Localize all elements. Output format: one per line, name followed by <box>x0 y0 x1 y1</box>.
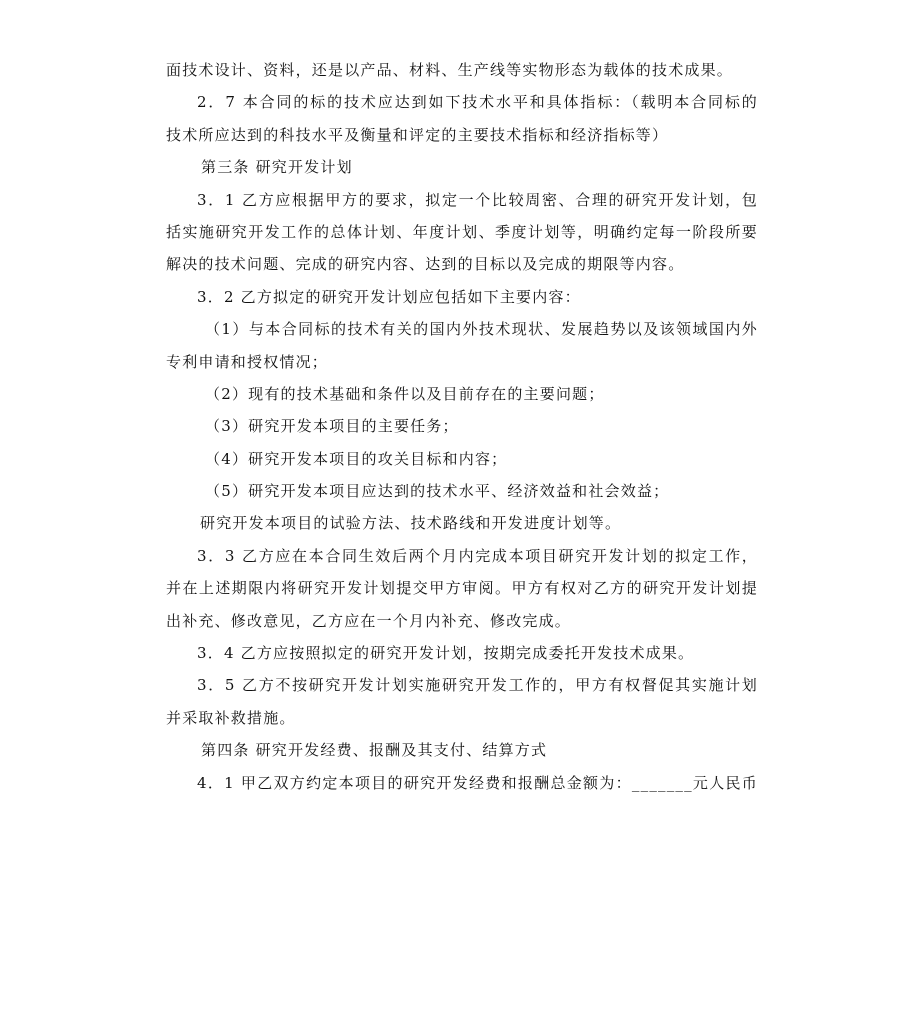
list-item-line: 专利申请和授权情况； <box>166 352 329 371</box>
section-heading: 第三条 研究开发计划 <box>201 158 353 177</box>
paragraph-line: 3．4 乙方应按照拟定的研究开发计划，按期完成委托开发技术成果。 <box>197 644 695 663</box>
paragraph-line: 4．1 甲乙双方约定本项目的研究开发经费和报酬总金额为：_______元人民币 <box>197 773 758 792</box>
section-heading: 第四条 研究开发经费、报酬及其支付、结算方式 <box>201 741 548 760</box>
list-item-line: （3）研究开发本项目的主要任务； <box>205 417 459 436</box>
paragraph-line: 研究开发本项目的试验方法、技术路线和开发进度计划等。 <box>200 514 622 533</box>
document-page <box>166 54 758 799</box>
list-item-line: （2）现有的技术基础和条件以及目前存在的主要问题； <box>205 384 605 403</box>
paragraph-line: 2．7 本合同的标的技术应达到如下技术水平和具体指标：（载明本合同标的 <box>197 93 758 112</box>
paragraph-line: 括实施研究开发工作的总体计划、年度计划、季度计划等，明确约定每一阶段所要 <box>166 222 758 241</box>
list-item-line: （1）与本合同标的技术有关的国内外技术现状、发展趋势以及该领域国内外 <box>205 320 758 339</box>
list-item-line: （5）研究开发本项目应达到的技术水平、经济效益和社会效益； <box>205 482 670 501</box>
paragraph-line: 并在上述期限内将研究开发计划提交甲方审阅。甲方有权对乙方的研究开发计划提 <box>166 579 758 598</box>
paragraph-line: 出补充、修改意见，乙方应在一个月内补充、修改完成。 <box>166 611 572 630</box>
paragraph-line: 解决的技术问题、完成的研究内容、达到的目标以及完成的期限等内容。 <box>166 255 685 274</box>
paragraph-line: 3．5 乙方不按研究开发计划实施研究开发工作的，甲方有权督促其实施计划 <box>197 676 758 695</box>
paragraph-line: 3．1 乙方应根据甲方的要求，拟定一个比较周密、合理的研究开发计划，包 <box>197 190 758 209</box>
list-item-line: （4）研究开发本项目的攻关目标和内容； <box>205 449 508 468</box>
paragraph-line: 3．3 乙方应在本合同生效后两个月内完成本项目研究开发计划的拟定工作， <box>197 546 758 565</box>
paragraph-line: 3．2 乙方拟定的研究开发计划应包括如下主要内容： <box>197 287 581 306</box>
paragraph-line: 技术所应达到的科技水平及衡量和评定的主要技术指标和经济指标等） <box>166 125 669 144</box>
paragraph-line: 面技术设计、资料，还是以产品、材料、生产线等实物形态为载体的技术成果。 <box>166 61 734 79</box>
paragraph-line: 并采取补救措施。 <box>166 708 296 727</box>
